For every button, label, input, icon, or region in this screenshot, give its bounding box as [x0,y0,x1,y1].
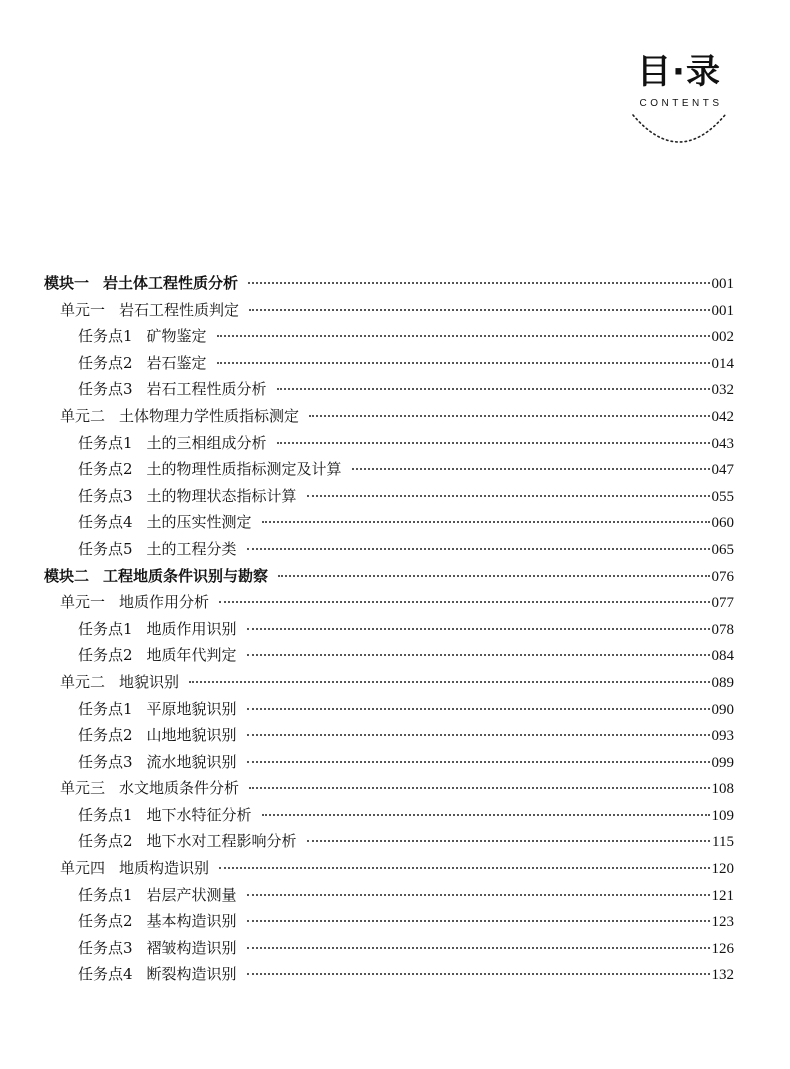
toc-unit-entry[interactable] [44,403,734,430]
toc-entry-number: 模块一 [44,274,90,292]
toc-entry-label [78,908,237,935]
toc-task-entry[interactable] [44,749,734,776]
dot-leader [247,734,710,736]
toc-page-number: 093 [711,728,734,745]
toc-entry-label [60,669,179,696]
toc-page-number: 060 [711,515,734,532]
toc-page-number: 047 [711,462,734,479]
toc-page-number: 065 [711,541,734,558]
toc-entry-title: 土体物理力学性质指标测定 [119,406,300,425]
toc-entry-title: 岩石鉴定 [146,353,207,372]
toc-task-entry[interactable] [44,350,734,377]
toc-entry-label [78,749,237,776]
dot-leader [247,973,710,975]
toc-task-entry[interactable] [44,696,734,723]
toc-entry-number: 任务点2 [78,353,133,372]
dot-leader [277,388,710,390]
toc-entry-number: 任务点1 [78,327,133,346]
toc-entry-title: 水文地质条件分析 [119,779,240,798]
toc-entry-label [78,696,237,723]
toc-entry-label [60,403,299,430]
toc-page-number: 115 [712,834,734,851]
dot-leader [249,309,709,311]
toc-task-entry[interactable] [44,722,734,749]
toc-entry-number: 任务点3 [78,486,133,505]
toc-page-number: 042 [711,408,734,425]
toc-entry-number: 任务点4 [78,965,133,984]
toc-entry-title: 地质作用识别 [146,619,237,638]
toc-entry-label [60,855,209,882]
toc-entry-title: 岩层产状测量 [146,885,237,904]
dot-leader [219,867,709,869]
toc-unit-entry[interactable] [44,589,734,616]
toc-page-number: 001 [711,302,734,319]
toc-entry-label [78,536,237,563]
toc-page-number: 078 [711,621,734,638]
dot-leader [247,548,710,550]
toc-task-entry[interactable] [44,908,734,935]
toc-task-entry[interactable] [44,430,734,457]
toc-task-entry[interactable] [44,456,734,483]
toc-module-entry[interactable] [44,270,734,297]
toc-entry-title: 山地地貌识别 [146,726,237,745]
toc-entry-title: 地下水对工程影响分析 [146,832,297,851]
toc-entry-label [78,456,342,483]
toc-entry-title: 地下水特征分析 [146,805,252,824]
toc-entry-number: 任务点2 [78,726,133,745]
toc-page-number: 109 [711,807,734,824]
toc-page-number: 084 [711,648,734,665]
dot-leader [247,628,710,630]
toc-entry-title: 工程地质条件识别与勘察 [103,566,269,585]
dot-leader [249,787,709,789]
toc-entry-title: 平原地貌识别 [146,699,237,718]
dotted-arc-ornament [629,111,729,147]
toc-task-entry[interactable] [44,509,734,536]
toc-entry-title: 地质作用分析 [119,593,210,612]
dot-leader [247,894,710,896]
toc-entry-title: 土的压实性测定 [146,513,252,532]
toc-task-entry[interactable] [44,536,734,563]
toc-unit-entry[interactable] [44,297,734,324]
toc-page-number: 001 [711,276,734,292]
toc-entry-label [78,961,237,988]
toc-entry-title: 土的三相组成分析 [146,433,267,452]
page-title: 目·录 [637,52,721,92]
toc-entry-number: 任务点1 [78,619,133,638]
toc-entry-title: 基本构造识别 [146,912,237,931]
toc-page-number: 121 [711,887,734,904]
toc-entry-number: 任务点3 [78,380,133,399]
dot-leader [262,521,710,523]
toc-entry-number: 单元二 [60,672,106,691]
toc-entry-number: 单元二 [60,406,106,425]
toc-module-entry[interactable] [44,563,734,590]
toc-unit-entry[interactable] [44,669,734,696]
toc-entry-label [78,376,267,403]
toc-entry-title: 褶皱构造识别 [146,938,237,957]
toc-page-number: 076 [711,568,734,585]
toc-entry-title: 岩石工程性质分析 [146,380,267,399]
toc-page-number: 123 [711,914,734,931]
toc-entry-number: 任务点2 [78,460,133,479]
toc-entry-title: 地质年代判定 [146,646,237,665]
toc-entry-title: 断裂构造识别 [146,965,237,984]
toc-entry-label [78,882,237,909]
toc-task-entry[interactable] [44,642,734,669]
toc-entry-title: 矿物鉴定 [146,327,207,346]
toc-entry-number: 任务点2 [78,646,133,665]
toc-entry-label [60,775,239,802]
toc-entry-title: 地貌识别 [119,672,180,691]
dot-leader [247,920,710,922]
toc-entry-label [78,430,267,457]
toc-entry-label [44,270,238,297]
dot-leader [189,681,709,683]
toc-page-number: 120 [711,861,734,878]
dot-leader [247,708,710,710]
toc-task-entry[interactable] [44,961,734,988]
toc-entry-label [60,589,209,616]
toc-entry-title: 土的物理状态指标计算 [146,486,297,505]
toc-entry-label [60,297,239,324]
toc-entry-label [78,509,252,536]
toc-entry-title: 流水地貌识别 [146,752,237,771]
toc-page-number: 014 [711,355,734,372]
toc-page-number: 108 [711,781,734,798]
dot-leader [277,442,710,444]
toc-page-number: 043 [711,435,734,452]
toc-entry-number: 单元一 [60,593,106,612]
toc-task-entry[interactable] [44,323,734,350]
dot-leader [247,761,710,763]
toc-entry-title: 岩土体工程性质分析 [103,274,239,292]
toc-task-entry[interactable] [44,935,734,962]
dot-leader [217,362,710,364]
toc-page-number: 090 [711,701,734,718]
toc-entry-number: 任务点4 [78,513,133,532]
toc-entry-number: 任务点2 [78,912,133,931]
toc-entry-label [78,722,237,749]
toc-entry-number: 任务点1 [78,885,133,904]
dot-leader [247,947,710,949]
dot-leader [309,415,709,417]
toc-page-number: 002 [711,329,734,346]
toc-entry-title: 土的工程分类 [146,539,237,558]
dot-leader [307,840,710,842]
toc-entry-label [78,935,237,962]
toc-task-entry[interactable] [44,882,734,909]
dot-leader [278,575,709,577]
toc-entry-number: 模块二 [44,566,90,585]
toc-entry-label [78,350,207,377]
toc-unit-entry[interactable] [44,855,734,882]
toc-page-number: 132 [711,967,734,984]
toc-entry-label [44,563,268,590]
toc-entry-number: 单元一 [60,300,106,319]
table-of-contents [44,270,734,988]
dot-leader [262,814,710,816]
toc-entry-number: 任务点2 [78,832,133,851]
toc-task-entry[interactable] [44,483,734,510]
toc-page-number: 126 [711,940,734,957]
dot-leader [248,282,709,284]
toc-page-number: 089 [711,674,734,691]
toc-entry-number: 任务点1 [78,699,133,718]
toc-entry-number: 单元三 [60,779,106,798]
toc-entry-number: 任务点1 [78,433,133,452]
dot-leader [217,335,710,337]
toc-task-entry[interactable] [44,376,734,403]
toc-entry-label [78,828,297,855]
toc-entry-label [78,323,207,350]
toc-task-entry[interactable] [44,802,734,829]
toc-entry-number: 任务点1 [78,805,133,824]
contents-heading [620,52,738,147]
toc-page-number: 032 [711,382,734,399]
toc-entry-label [78,616,237,643]
toc-page-number: 077 [711,595,734,612]
toc-task-entry[interactable] [44,616,734,643]
toc-page-number: 055 [711,488,734,505]
dot-leader [247,654,710,656]
toc-unit-entry[interactable] [44,775,734,802]
toc-entry-number: 任务点5 [78,539,133,558]
toc-entry-number: 任务点3 [78,938,133,957]
toc-entry-label [78,802,252,829]
page-subtitle: CONTENTS [639,98,723,109]
toc-task-entry[interactable] [44,828,734,855]
toc-page-number: 099 [711,754,734,771]
dot-leader [352,468,710,470]
toc-entry-label [78,483,297,510]
toc-entry-label [78,642,237,669]
dot-leader [307,495,710,497]
toc-entry-title: 地质构造识别 [119,859,210,878]
toc-entry-number: 单元四 [60,859,106,878]
dot-leader [219,601,709,603]
toc-entry-title: 土的物理性质指标测定及计算 [146,460,342,479]
toc-entry-number: 任务点3 [78,752,133,771]
toc-entry-title: 岩石工程性质判定 [119,300,240,319]
